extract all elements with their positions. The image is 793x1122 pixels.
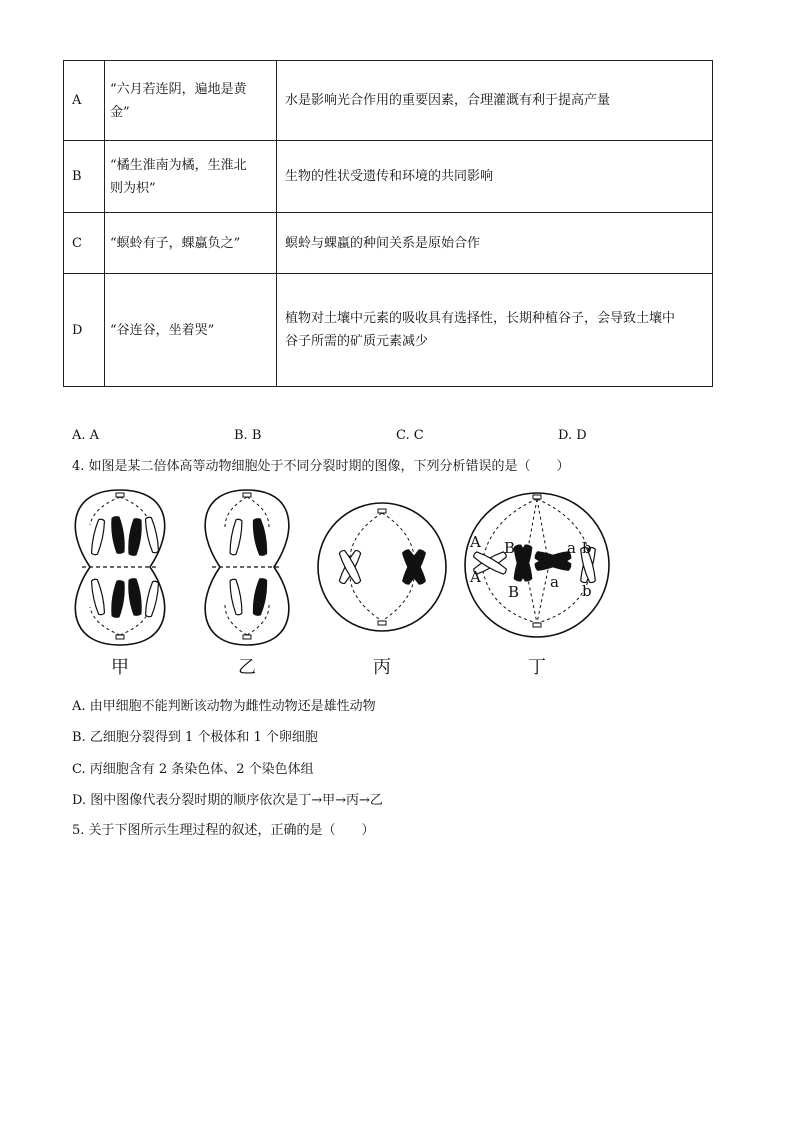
chromosome [472,543,597,583]
row-explanation: 水是影响光合作用的重要因素，合理灌溉有利于提高产量 [277,61,713,141]
cell-label-bing: 丙 [373,657,391,678]
q3-option-a: A. A [72,428,100,443]
gene-label-b: b [582,582,592,600]
gene-label-a: a [567,539,576,557]
row-explanation: 生物的性状受遗传和环境的共同影响 [277,141,713,213]
q3-option-d: D. D [558,428,587,443]
row-letter: B [64,141,105,213]
gene-label-B: B [504,539,516,557]
row-explanation: 螟蛉与蜾蠃的种间关系是原始合作 [277,213,713,274]
gene-label-a: a [550,573,559,591]
row-quote: “橘生淮南为橘，生淮北 则为枳” [105,141,277,213]
cell-label-jia: 甲 [111,657,129,678]
cell-bing [318,503,446,631]
q5-stem: 5. 关于下图所示生理过程的叙述，正确的是（ ） [72,823,375,838]
gene-label-A: A [470,533,481,551]
q4-stem: 4. 如图是某二倍体高等动物细胞处于不同分裂时期的图像，下列分析错误的是（ ） [72,459,570,474]
table-row [64,141,713,213]
table-row [64,213,713,274]
q3-option-c: C. C [396,428,424,443]
cell-labels [111,657,546,678]
q4-option-b: B. 乙细胞分裂得到 1 个极体和 1 个卵细胞 [72,730,318,745]
table-row [64,61,713,141]
gene-label-b: b [582,539,592,557]
table-row [64,274,713,387]
cell-jia [75,490,164,645]
answer-table [63,60,713,387]
q4-option-c: C. 丙细胞含有 2 条染色体、2 个染色体组 [72,762,314,777]
cell-label-ding: 丁 [528,657,546,678]
row-explanation: 植物对土壤中元素的吸收具有选择性，长期种植谷子，会导致土壤中 谷子所需的矿质元素减少 [277,274,713,387]
row-letter: D [64,274,105,387]
row-quote: “螟蛉有子，蜾蠃负之” [105,213,277,274]
row-quote: “六月若连阴，遍地是黄 金” [105,61,277,141]
row-letter: A [64,61,105,141]
gene-label-A: A [470,568,481,586]
chromosome [338,547,429,586]
cell-yi [205,490,289,645]
q4-option-a: A. 由甲细胞不能判断该动物为雌性动物还是雄性动物 [72,699,376,714]
row-quote: “谷连谷，坐着哭” [105,274,277,387]
cell-division-figure [60,485,620,685]
gene-label-B: B [508,583,520,601]
cell-label-yi: 乙 [238,657,256,678]
q4-option-d: D. 图中图像代表分裂时期的顺序依次是丁→甲→丙→乙 [72,793,383,808]
q3-option-b: B. B [234,428,262,443]
row-letter: C [64,213,105,274]
